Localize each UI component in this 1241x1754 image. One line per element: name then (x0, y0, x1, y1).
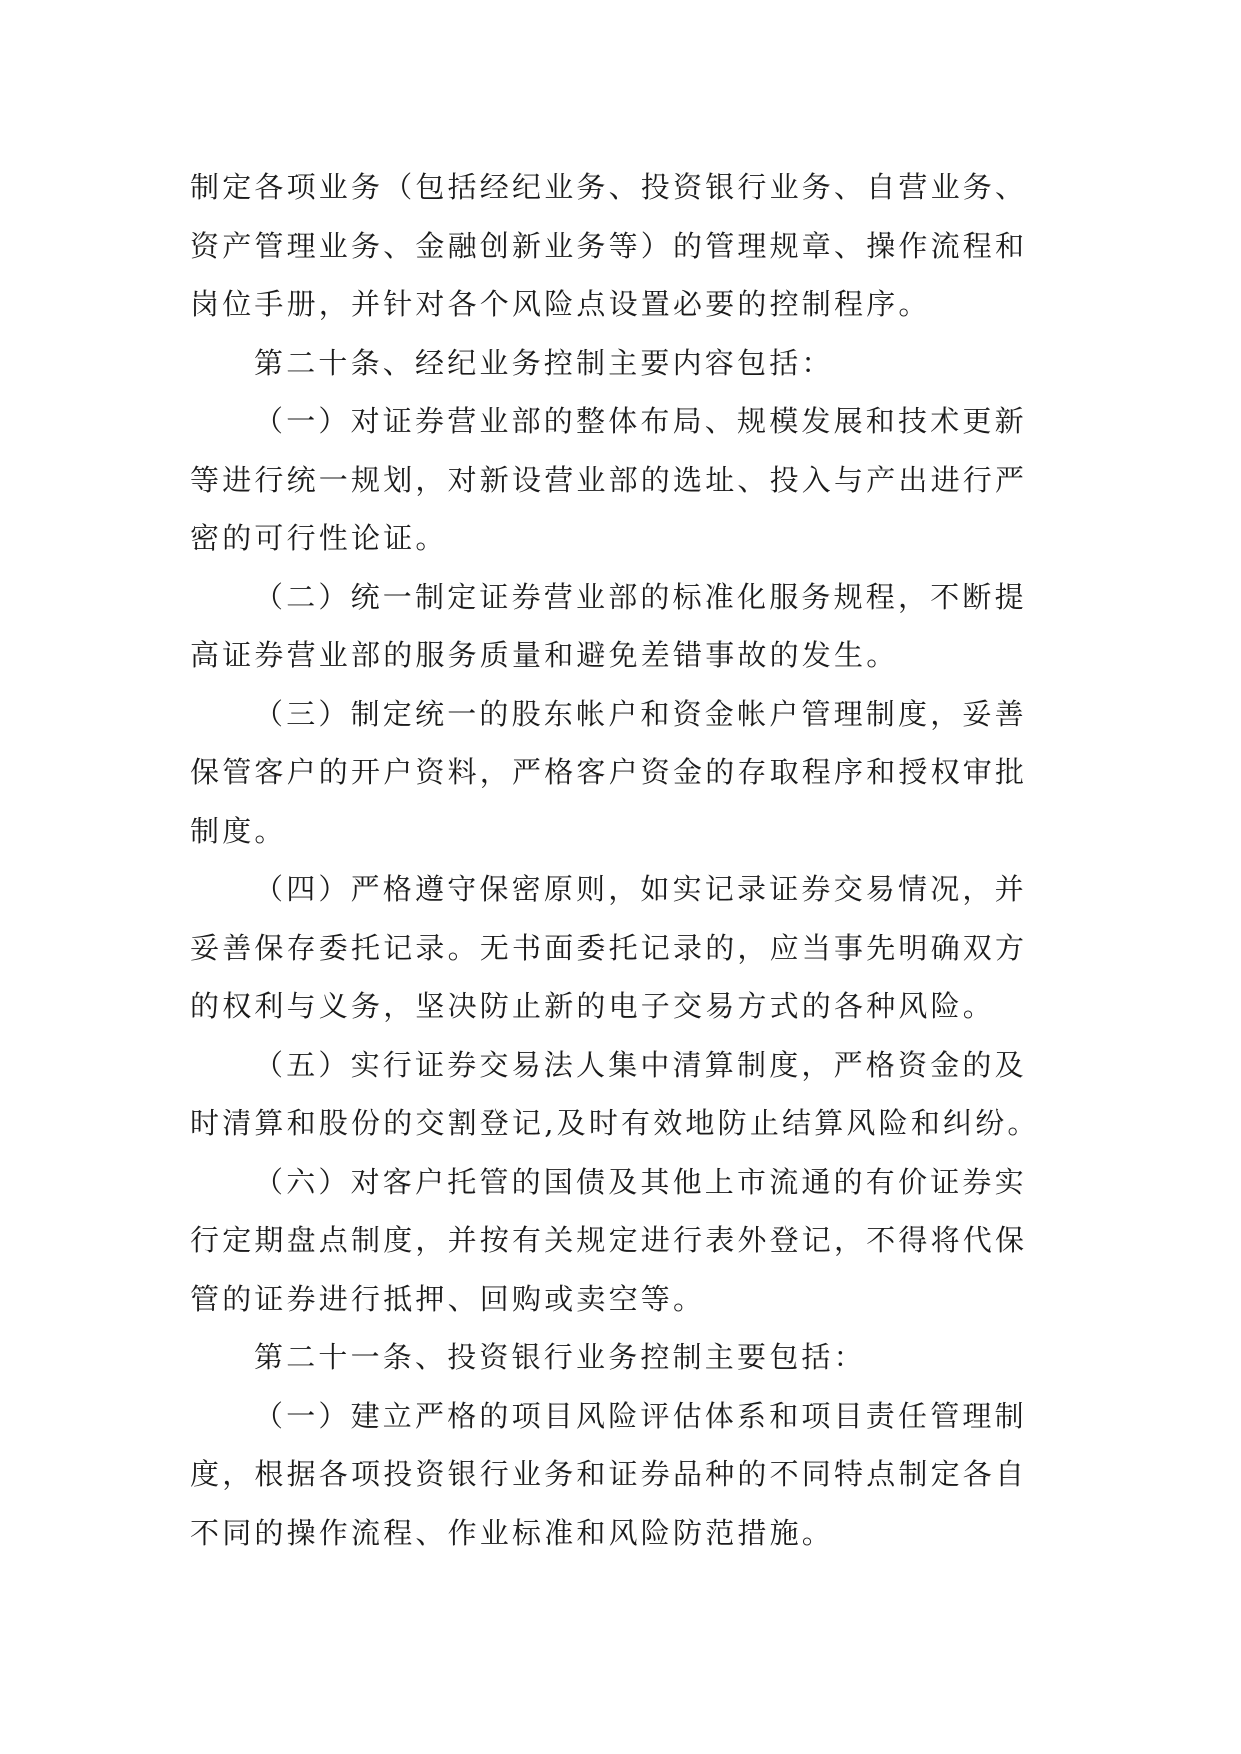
text-line: 制定各项业务（包括经纪业务、投资银行业务、自营业务、 (190, 170, 1028, 204)
text-line: 资产管理业务、金融创新业务等）的管理规章、操作流程和 (190, 228, 1028, 263)
text-line: 管的证券进行抵押、回购或卖空等。 (190, 1281, 706, 1316)
text-line: 高证券营业部的服务质量和避免差错事故的发生。 (190, 638, 899, 672)
document-body (190, 158, 1070, 1562)
text-line: （一）建立严格的项目风险评估体系和项目责任管理制 (254, 1398, 1027, 1433)
text-line: 保管客户的开户资料，严格客户资金的存取程序和授权审批 (190, 755, 1028, 789)
text-line: 等进行统一规划，对新设营业部的选址、投入与产出进行严 (190, 462, 1028, 497)
text-line: （二）统一制定证券营业部的标准化服务规程，不断提 (254, 579, 1027, 614)
text-line: （一）对证券营业部的整体布局、规模发展和技术更新 (254, 404, 1027, 438)
article-heading: 第二十条、经纪业务控制主要内容包括： (254, 345, 834, 380)
text-line: （六）对客户托管的国债及其他上市流通的有价证券实 (254, 1164, 1027, 1199)
text-line: 制度。 (190, 813, 287, 848)
text-line: 不同的操作流程、作业标准和风险防范措施。 (190, 1515, 835, 1550)
text-line: （三）制定统一的股东帐户和资金帐户管理制度，妥善 (254, 696, 1027, 731)
text-line: 的权利与义务，坚决防止新的电子交易方式的各种风险。 (190, 989, 996, 1023)
article-heading: 第二十一条、投资银行业务控制主要包括： (254, 1340, 866, 1374)
text-line: 妥善保存委托记录。无书面委托记录的，应当事先明确双方 (190, 930, 1028, 965)
text-line: 行定期盘点制度，并按有关规定进行表外登记，不得将代保 (190, 1223, 1028, 1257)
text-line: 密的可行性论证。 (190, 521, 448, 555)
text-line: 岗位手册，并针对各个风险点设置必要的控制程序。 (190, 287, 931, 321)
text-line: （五）实行证券交易法人集中清算制度，严格资金的及 (254, 1047, 1027, 1082)
text-line: （四）严格遵守保密原则，如实记录证券交易情况，并 (254, 872, 1027, 906)
text-line: 时清算和股份的交割登记,及时有效地防止结算风险和纠纷。 (190, 1106, 1040, 1140)
text-line: 度，根据各项投资银行业务和证券品种的不同特点制定各自 (190, 1457, 1028, 1491)
